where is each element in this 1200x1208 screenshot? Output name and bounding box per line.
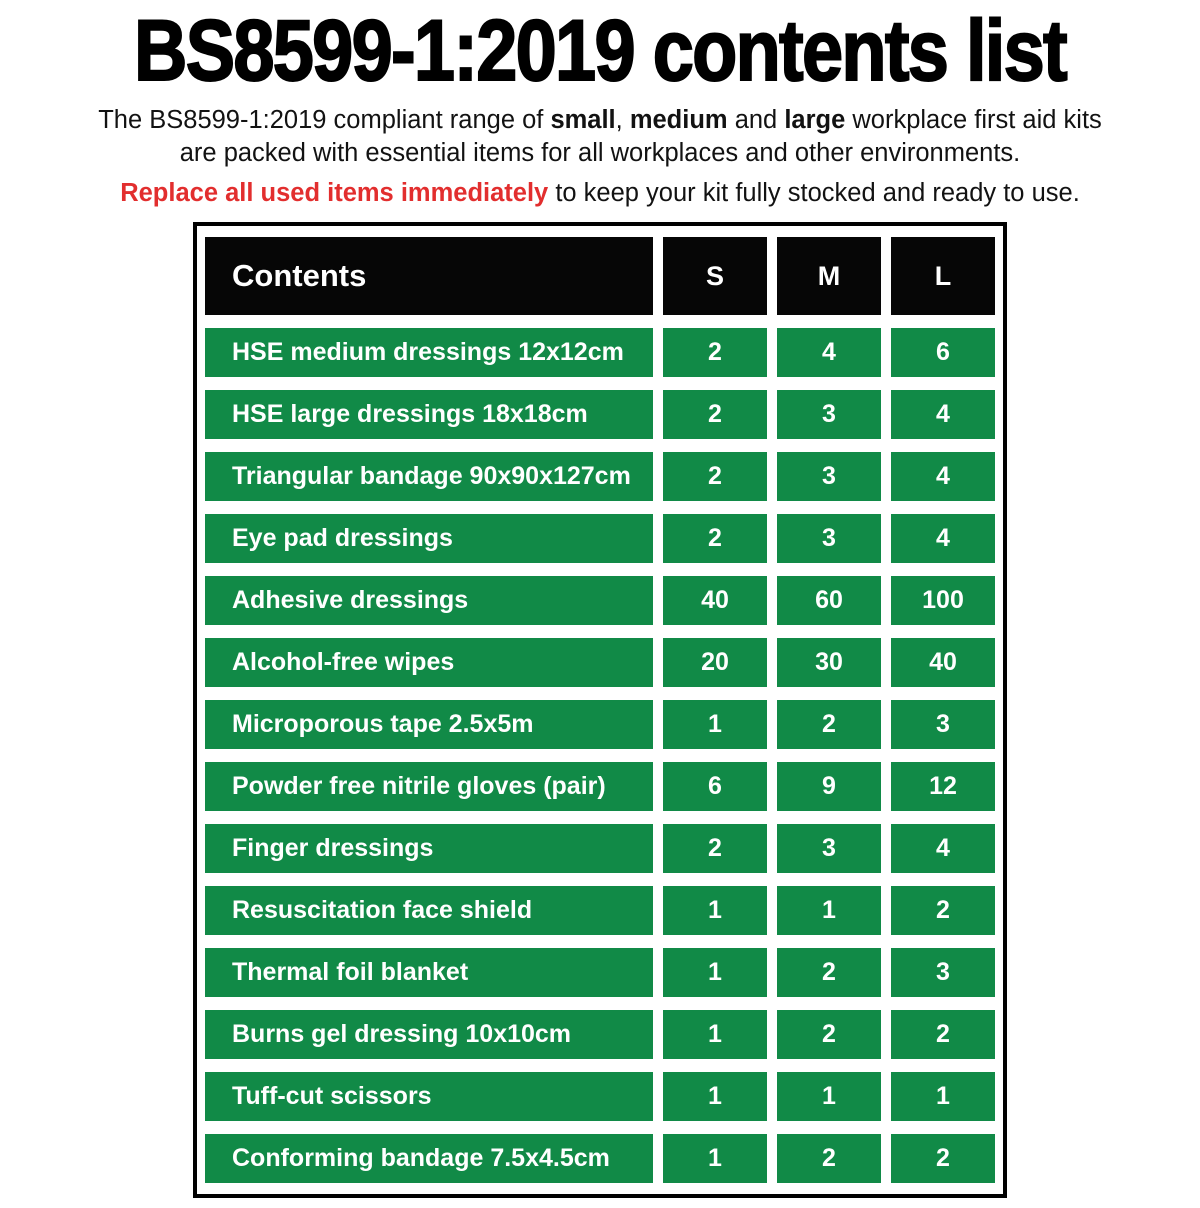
qty-s-cell: 1 xyxy=(663,1072,767,1121)
header-size-l: L xyxy=(891,237,995,315)
item-name-cell: Alcohol-free wipes xyxy=(205,638,653,687)
item-name-cell: Triangular bandage 90x90x127cm xyxy=(205,452,653,501)
intro-text xyxy=(0,104,1200,170)
qty-l-cell: 3 xyxy=(891,700,995,749)
intro-bold-large: large xyxy=(784,106,846,134)
warning-rest: to keep your kit fully stocked and ready to use. xyxy=(548,179,1080,208)
qty-l-cell: 4 xyxy=(891,452,995,501)
qty-m-cell: 1 xyxy=(777,886,881,935)
qty-s-cell: 1 xyxy=(663,886,767,935)
qty-l-cell: 12 xyxy=(891,762,995,811)
item-name-cell: Thermal foil blanket xyxy=(205,948,653,997)
qty-m-cell: 3 xyxy=(777,452,881,501)
qty-l-cell: 2 xyxy=(891,1010,995,1059)
item-name-cell: Resuscitation face shield xyxy=(205,886,653,935)
qty-m-cell: 60 xyxy=(777,576,881,625)
qty-l-cell: 100 xyxy=(891,576,995,625)
qty-s-cell: 2 xyxy=(663,328,767,377)
qty-s-cell: 2 xyxy=(663,390,767,439)
qty-l-cell: 3 xyxy=(891,948,995,997)
item-name-cell: Eye pad dressings xyxy=(205,514,653,563)
qty-m-cell: 3 xyxy=(777,390,881,439)
item-name-cell: Conforming bandage 7.5x4.5cm xyxy=(205,1134,653,1183)
qty-s-cell: 2 xyxy=(663,824,767,873)
page-title: BS8599-1:2019 contents list xyxy=(134,3,1066,99)
intro-line1-end: workplace first aid kits xyxy=(845,106,1102,134)
qty-m-cell: 2 xyxy=(777,1010,881,1059)
intro-sep-1: , xyxy=(615,106,630,134)
warning-bold: Replace all used items immediately xyxy=(120,179,549,208)
item-name-cell: Adhesive dressings xyxy=(205,576,653,625)
intro-line2: are packed with essential items for all workplaces and other environments. xyxy=(179,139,1021,168)
qty-s-cell: 1 xyxy=(663,1010,767,1059)
page xyxy=(0,3,1200,1208)
item-name-cell: Burns gel dressing 10x10cm xyxy=(205,1010,653,1059)
qty-s-cell: 1 xyxy=(663,700,767,749)
header-size-s: S xyxy=(663,237,767,315)
qty-m-cell: 9 xyxy=(777,762,881,811)
qty-s-cell: 2 xyxy=(663,514,767,563)
intro-line1-start: The BS8599-1:2019 compliant range of xyxy=(98,106,551,134)
intro-sep-2: and xyxy=(727,106,785,134)
qty-m-cell: 3 xyxy=(777,824,881,873)
qty-s-cell: 6 xyxy=(663,762,767,811)
item-name-cell: Powder free nitrile gloves (pair) xyxy=(205,762,653,811)
header-size-m: M xyxy=(777,237,881,315)
warning-text xyxy=(0,177,1200,210)
qty-l-cell: 4 xyxy=(891,824,995,873)
intro-bold-small: small xyxy=(550,106,616,134)
qty-m-cell: 30 xyxy=(777,638,881,687)
qty-m-cell: 4 xyxy=(777,328,881,377)
qty-l-cell: 4 xyxy=(891,390,995,439)
intro-bold-medium: medium xyxy=(629,106,728,134)
qty-m-cell: 3 xyxy=(777,514,881,563)
item-name-cell: HSE large dressings 18x18cm xyxy=(205,390,653,439)
item-name-cell: HSE medium dressings 12x12cm xyxy=(205,328,653,377)
qty-s-cell: 1 xyxy=(663,948,767,997)
item-name-cell: Microporous tape 2.5x5m xyxy=(205,700,653,749)
qty-m-cell: 2 xyxy=(777,948,881,997)
qty-s-cell: 20 xyxy=(663,638,767,687)
qty-l-cell: 40 xyxy=(891,638,995,687)
qty-l-cell: 2 xyxy=(891,886,995,935)
item-name-cell: Tuff-cut scissors xyxy=(205,1072,653,1121)
contents-sheet xyxy=(0,3,1200,1208)
qty-l-cell: 4 xyxy=(891,514,995,563)
header-contents: Contents xyxy=(205,237,653,315)
contents-table-container xyxy=(193,222,1007,1198)
qty-s-cell: 2 xyxy=(663,452,767,501)
qty-m-cell: 2 xyxy=(777,700,881,749)
qty-s-cell: 1 xyxy=(663,1134,767,1183)
qty-s-cell: 40 xyxy=(663,576,767,625)
qty-l-cell: 2 xyxy=(891,1134,995,1183)
qty-l-cell: 1 xyxy=(891,1072,995,1121)
qty-m-cell: 1 xyxy=(777,1072,881,1121)
item-name-cell: Finger dressings xyxy=(205,824,653,873)
qty-l-cell: 6 xyxy=(891,328,995,377)
contents-table xyxy=(205,237,995,1183)
qty-m-cell: 2 xyxy=(777,1134,881,1183)
